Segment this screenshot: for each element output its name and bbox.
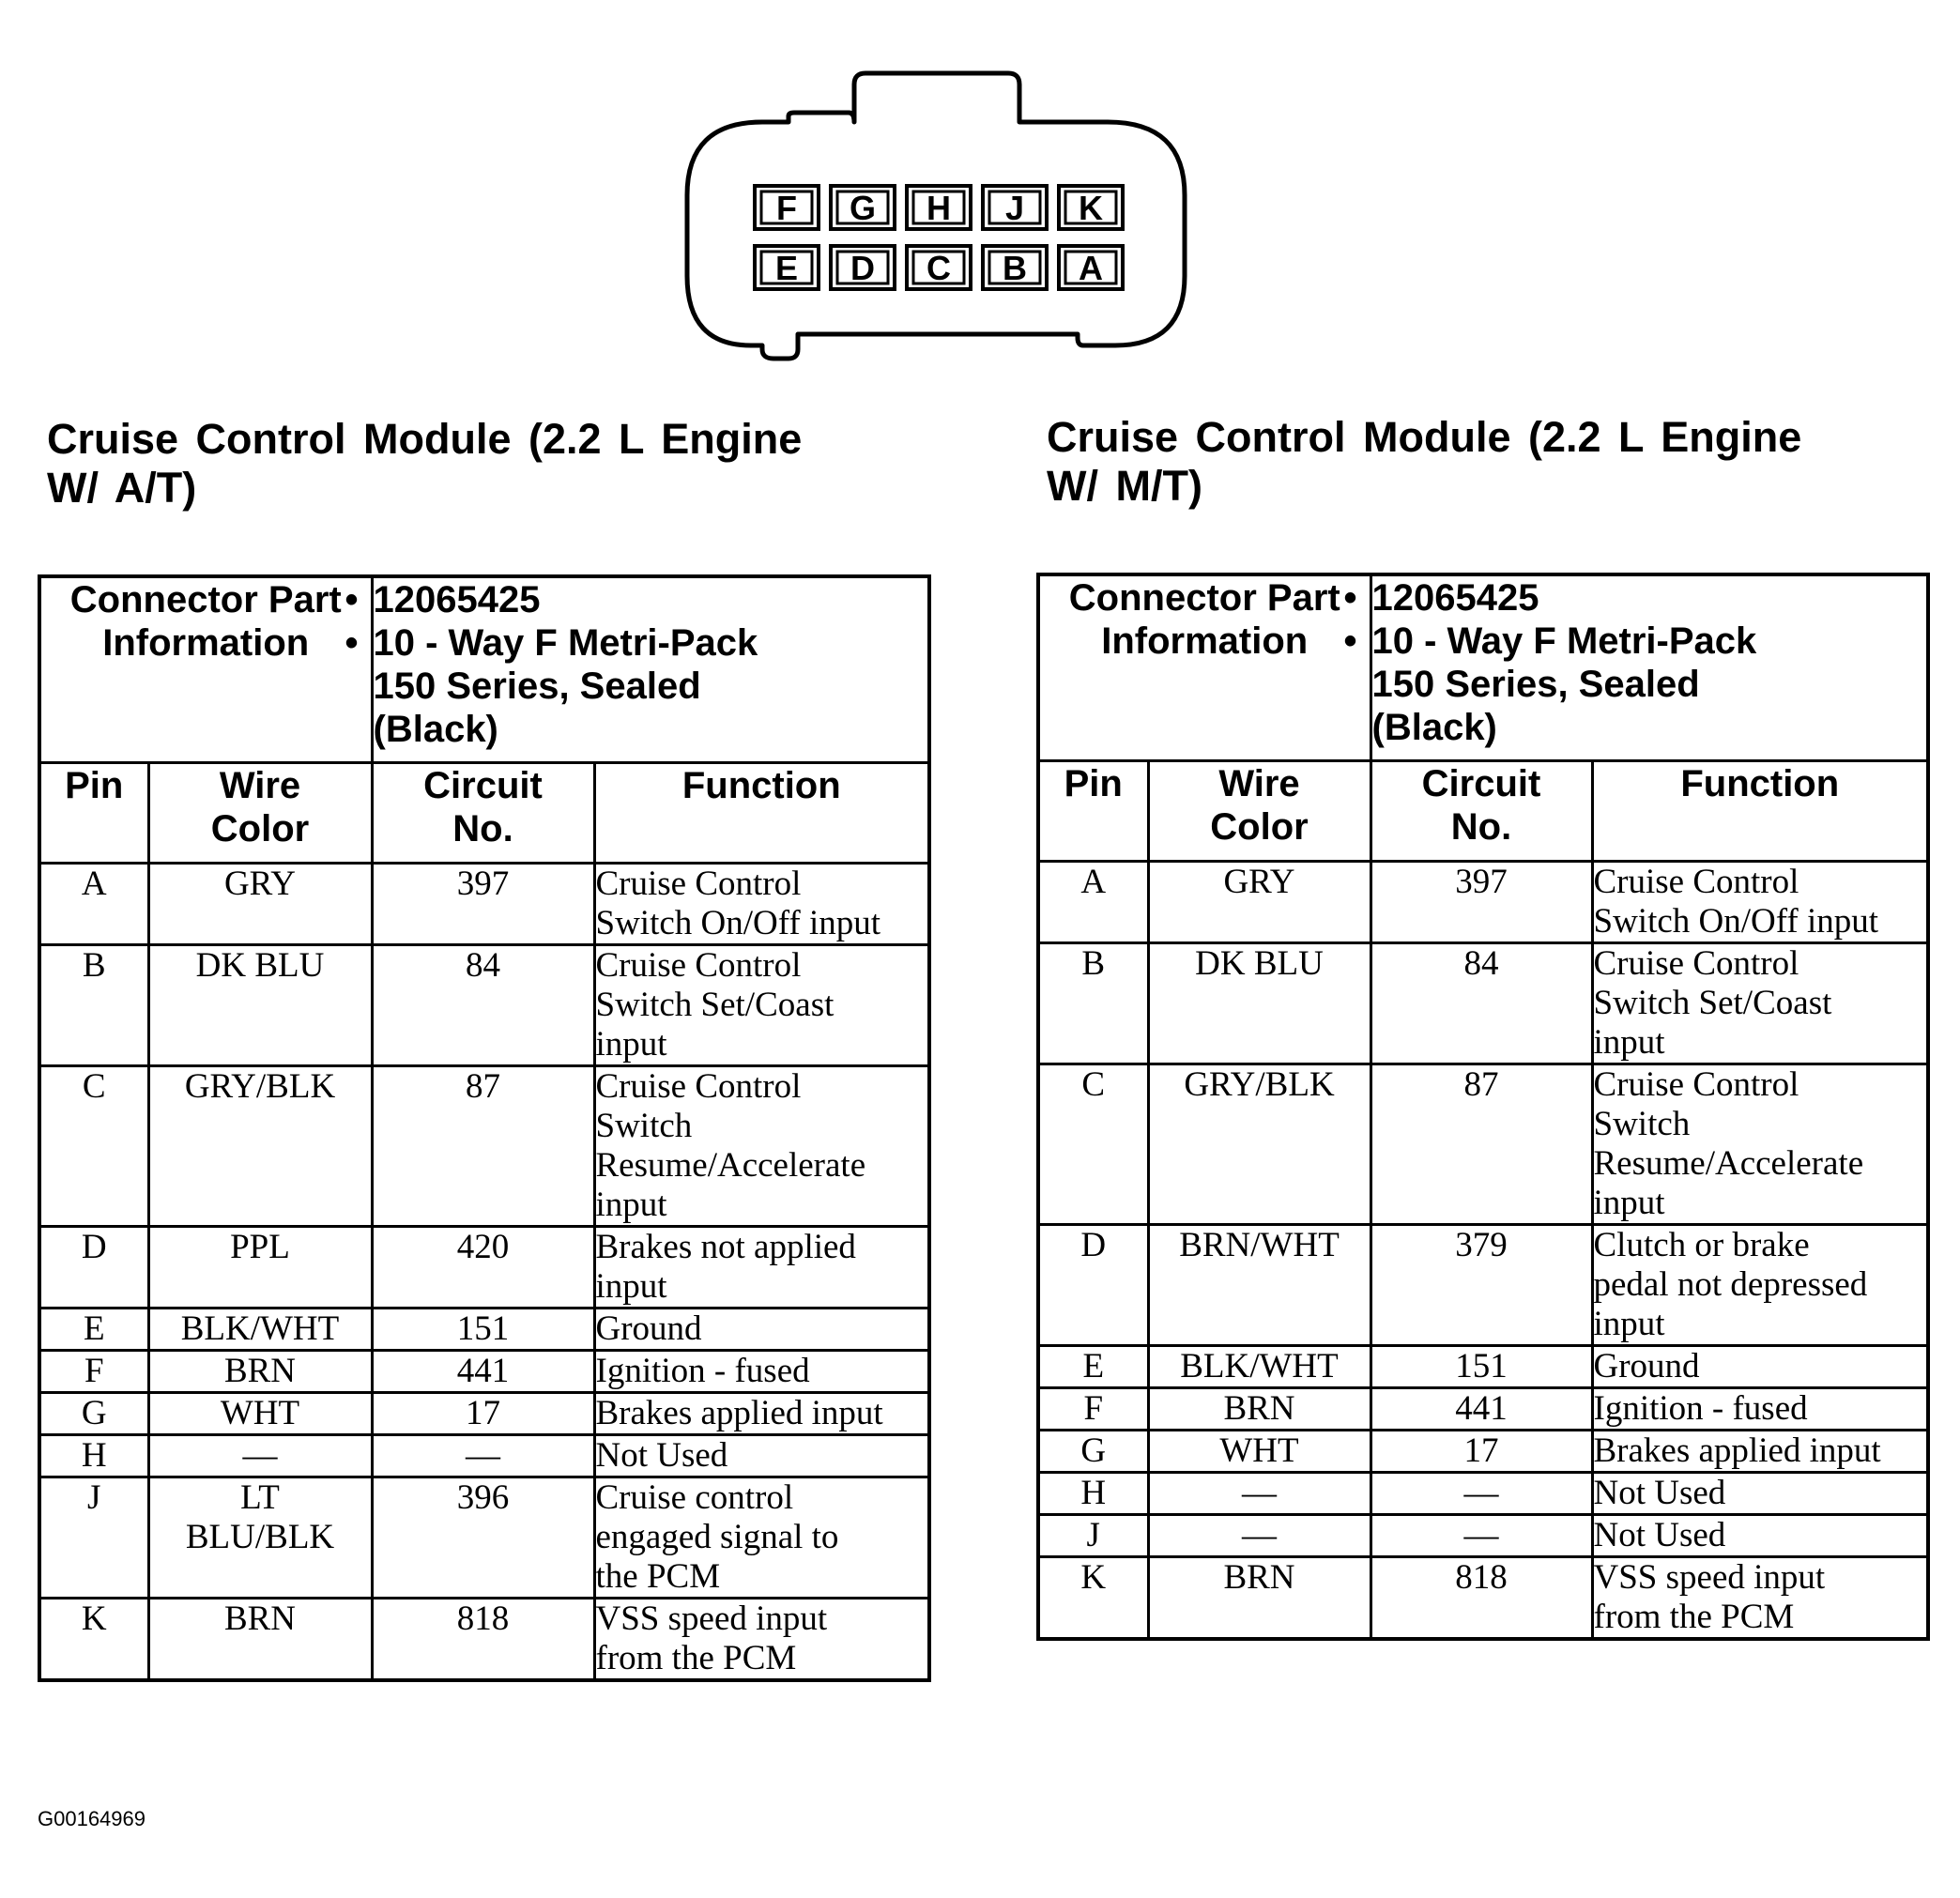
pin-cell: C: [39, 1065, 148, 1226]
header-pin: Pin: [1038, 760, 1148, 861]
table-row: [39, 1477, 929, 1598]
wire-color-cell: —: [1148, 1514, 1370, 1556]
pin-letter: C: [926, 249, 951, 287]
connector-part-info-values: [1370, 574, 1928, 760]
pin-cell: G: [1038, 1430, 1148, 1472]
title-line: W/ M/T): [1047, 462, 1202, 510]
connector-part-info-label: Connector Part Information: [39, 576, 372, 762]
header-circuit-no: Circuit No.: [1370, 760, 1592, 861]
wire-color-cell: GRY: [148, 863, 372, 944]
pin-letter: K: [1079, 189, 1103, 227]
circuit-cell: 87: [1370, 1064, 1592, 1224]
pin-cell: D: [1038, 1224, 1148, 1345]
column-header-row: [39, 762, 929, 863]
connector-description: • 10 - Way F Metri-Pack 150 Series, Sealed (Black): [1372, 620, 1927, 749]
title-line: Cruise Control Module (2.2 L Engine: [47, 415, 803, 463]
circuit-cell: 818: [1370, 1556, 1592, 1639]
circuit-cell: 397: [372, 863, 594, 944]
circuit-cell: 420: [372, 1226, 594, 1308]
header-wire-color: Wire Color: [1148, 760, 1370, 861]
pin-cell: B: [1038, 942, 1148, 1064]
wire-color-cell: DK BLU: [148, 944, 372, 1065]
function-cell: Cruise control engaged signal to the PCM: [594, 1477, 929, 1598]
pin-cell: G: [39, 1392, 148, 1434]
header-wire-color: Wire Color: [148, 762, 372, 863]
column-header-row: [1038, 760, 1928, 861]
connector-pin-e: [755, 246, 819, 289]
pin-cell: E: [1038, 1345, 1148, 1387]
function-cell: Not Used: [594, 1434, 929, 1477]
connector-part-info-values: [372, 576, 929, 762]
connector-pin-b: [983, 246, 1047, 289]
connector-pin-h: [907, 186, 971, 229]
wire-color-cell: WHT: [148, 1392, 372, 1434]
pin-letter: J: [1004, 189, 1025, 227]
pin-letter: B: [1003, 249, 1027, 287]
connector-info-row: [1038, 574, 1928, 760]
table-row: [1038, 1224, 1928, 1345]
circuit-cell: 151: [372, 1308, 594, 1350]
table-row: [39, 944, 929, 1065]
part-number: • 12065425: [374, 578, 928, 621]
wire-color-cell: GRY/BLK: [1148, 1064, 1370, 1224]
connector-part-info-label: Connector Part Information: [1038, 574, 1370, 760]
function-cell: Cruise Control Switch Set/Coast input: [1592, 942, 1928, 1064]
circuit-cell: 441: [1370, 1387, 1592, 1430]
pin-cell: D: [39, 1226, 148, 1308]
wire-color-cell: —: [1148, 1472, 1370, 1514]
wire-color-cell: BRN: [148, 1350, 372, 1392]
connector-pin-k: [1059, 186, 1123, 229]
header-function: Function: [594, 762, 929, 863]
wire-color-cell: BLK/WHT: [148, 1308, 372, 1350]
pin-cell: B: [39, 944, 148, 1065]
wire-color-cell: BRN: [148, 1598, 372, 1680]
connector-pins-top: [755, 186, 1123, 229]
function-cell: Cruise Control Switch On/Off input: [1592, 861, 1928, 942]
function-cell: Brakes applied input: [594, 1392, 929, 1434]
function-cell: VSS speed input from the PCM: [1592, 1556, 1928, 1639]
connector-info-row: [39, 576, 929, 762]
wire-color-cell: GRY/BLK: [148, 1065, 372, 1226]
header-circuit-no: Circuit No.: [372, 762, 594, 863]
pin-letter: A: [1079, 249, 1103, 287]
circuit-cell: 151: [1370, 1345, 1592, 1387]
pin-cell: F: [39, 1350, 148, 1392]
wire-color-cell: DK BLU: [1148, 942, 1370, 1064]
pin-cell: E: [39, 1308, 148, 1350]
pin-cell: F: [1038, 1387, 1148, 1430]
function-cell: Brakes applied input: [1592, 1430, 1928, 1472]
connector-pin-c: [907, 246, 971, 289]
pin-letter: G: [849, 189, 877, 227]
table-title-mt: [1047, 413, 1801, 511]
table-row: [1038, 1430, 1928, 1472]
circuit-cell: 379: [1370, 1224, 1592, 1345]
header-pin: Pin: [39, 762, 148, 863]
circuit-cell: 441: [372, 1350, 594, 1392]
table-row: [39, 1308, 929, 1350]
circuit-cell: 17: [1370, 1430, 1592, 1472]
table-row: [39, 1598, 929, 1680]
pin-letter: D: [850, 249, 875, 287]
circuit-cell: 396: [372, 1477, 594, 1598]
pin-cell: C: [1038, 1064, 1148, 1224]
wire-color-cell: PPL: [148, 1226, 372, 1308]
connector-pin-a: [1059, 246, 1123, 289]
table-row: [1038, 1514, 1928, 1556]
pin-letter: F: [776, 189, 797, 227]
circuit-cell: —: [1370, 1514, 1592, 1556]
connector-pins-bottom: [755, 246, 1123, 289]
function-cell: Ignition - fused: [594, 1350, 929, 1392]
wire-color-cell: LT BLU/BLK: [148, 1477, 372, 1598]
wire-color-cell: BRN: [1148, 1387, 1370, 1430]
table-row: [39, 1226, 929, 1308]
table-row: [1038, 1472, 1928, 1514]
table-row: [1038, 1345, 1928, 1387]
table-row: [1038, 942, 1928, 1064]
pin-cell: K: [1038, 1556, 1148, 1639]
figure-id: G00164969: [38, 1807, 145, 1830]
table-row: [39, 1350, 929, 1392]
function-cell: Not Used: [1592, 1472, 1928, 1514]
pin-cell: A: [39, 863, 148, 944]
circuit-cell: 84: [372, 944, 594, 1065]
part-number: • 12065425: [1372, 576, 1927, 620]
table-row: [1038, 1556, 1928, 1639]
circuit-cell: 818: [372, 1598, 594, 1680]
table-row: [39, 863, 929, 944]
pin-cell: H: [39, 1434, 148, 1477]
function-cell: Ground: [1592, 1345, 1928, 1387]
pin-cell: K: [39, 1598, 148, 1680]
wire-color-cell: BRN/WHT: [1148, 1224, 1370, 1345]
circuit-cell: 84: [1370, 942, 1592, 1064]
title-line: W/ A/T): [47, 464, 197, 512]
header-function: Function: [1592, 760, 1928, 861]
circuit-cell: 17: [372, 1392, 594, 1434]
table-row: [39, 1392, 929, 1434]
table-row: [39, 1065, 929, 1226]
function-cell: Cruise Control Switch Resume/Accelerate input: [594, 1065, 929, 1226]
circuit-cell: —: [372, 1434, 594, 1477]
table-row: [1038, 1387, 1928, 1430]
pin-letter: H: [926, 189, 951, 227]
connector-pin-j: [983, 186, 1047, 229]
pin-cell: J: [39, 1477, 148, 1598]
function-cell: VSS speed input from the PCM: [594, 1598, 929, 1680]
wire-color-cell: WHT: [1148, 1430, 1370, 1472]
function-cell: Ignition - fused: [1592, 1387, 1928, 1430]
function-cell: Clutch or brake pedal not depressed input: [1592, 1224, 1928, 1345]
pin-cell: J: [1038, 1514, 1148, 1556]
connector-pin-d: [831, 246, 895, 289]
function-cell: Cruise Control Switch Set/Coast input: [594, 944, 929, 1065]
wire-color-cell: —: [148, 1434, 372, 1477]
connector-pin-f: [755, 186, 819, 229]
wire-color-cell: GRY: [1148, 861, 1370, 942]
title-line: Cruise Control Module (2.2 L Engine: [1047, 413, 1802, 461]
table-row: [1038, 861, 1928, 942]
table-row: [39, 1434, 929, 1477]
pin-table-at: [38, 574, 931, 1682]
function-cell: Cruise Control Switch Resume/Accelerate input: [1592, 1064, 1928, 1224]
function-cell: Not Used: [1592, 1514, 1928, 1556]
connector-description: • 10 - Way F Metri-Pack 150 Series, Sealed (Black): [374, 621, 928, 751]
circuit-cell: 87: [372, 1065, 594, 1226]
pin-letter: E: [774, 249, 799, 287]
connector-pin-g: [831, 186, 895, 229]
pin-table-mt: [1036, 573, 1930, 1641]
pin-cell: A: [1038, 861, 1148, 942]
function-cell: Ground: [594, 1308, 929, 1350]
wire-color-cell: BRN: [1148, 1556, 1370, 1639]
connector-diagram: [0, 0, 1960, 394]
function-cell: Cruise Control Switch On/Off input: [594, 863, 929, 944]
table-row: [1038, 1064, 1928, 1224]
wire-color-cell: BLK/WHT: [1148, 1345, 1370, 1387]
circuit-cell: —: [1370, 1472, 1592, 1514]
function-cell: Brakes not applied input: [594, 1226, 929, 1308]
circuit-cell: 397: [1370, 861, 1592, 942]
pin-cell: H: [1038, 1472, 1148, 1514]
table-title-at: [47, 415, 802, 513]
